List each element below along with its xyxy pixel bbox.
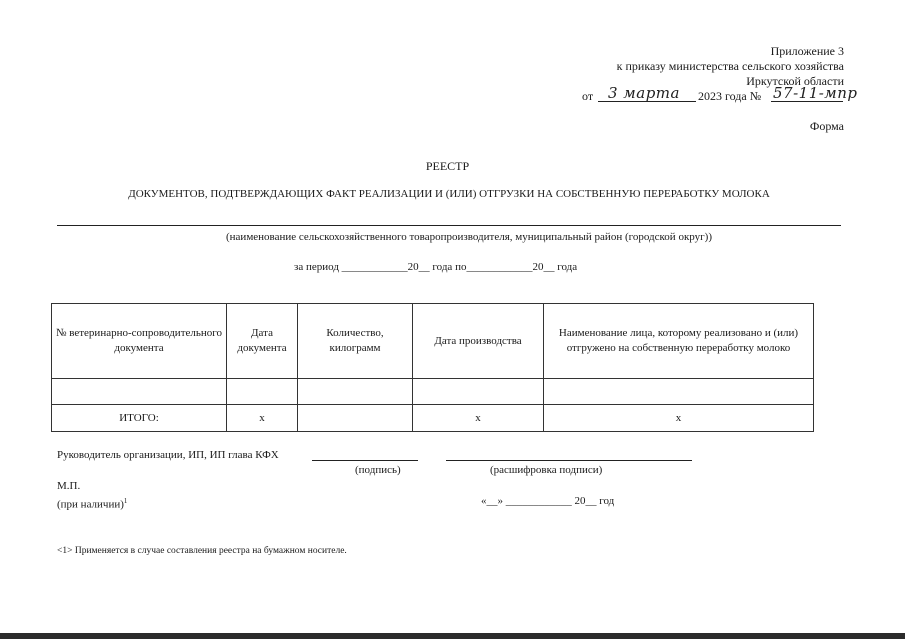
appendix-line-2: к приказу министерства сельского хозяйства [616,59,844,73]
page-subtitle: ДОКУМЕНТОВ, ПОДТВЕРЖДАЮЩИХ ФАКТ РЕАЛИЗАЦИИ И (ИЛИ) ОТГРУЗКИ НА СОБСТВЕННУЮ ПЕРЕРАБОТКУ МОЛОКА [128,188,770,200]
seal-label: М.П. [57,480,81,492]
table-header-row [52,304,814,379]
total-cell [298,405,413,432]
total-cell: х [227,405,298,432]
producer-name-line [57,225,841,226]
order-number-handwritten: 57-11-мпр [773,84,858,102]
signature-caption: (подпись) [355,464,401,476]
head-label: Руководитель организации, ИП, ИП глава КФХ [57,449,279,461]
header-production-date: Дата производства [413,304,544,379]
table-cell [413,379,544,405]
order-date-handwritten: 3 марта [608,84,680,102]
total-cell: х [544,405,814,432]
producer-caption: (наименование сельскохозяйственного товаропроизводителя, муниципальный район (городской округ)) [226,231,712,243]
signature-decode-caption: (расшифровка подписи) [490,464,603,476]
page-title: РЕЕСТР [425,159,470,173]
order-year: 2023 года № [698,89,762,103]
table-total-row [52,405,814,432]
appendix-line-3: Иркутской области [746,74,844,88]
date-line: «__» ____________ 20__ год [481,495,615,507]
total-label: ИТОГО: [52,405,227,432]
table-cell [52,379,227,405]
appendix-line-1: Приложение 3 [770,44,844,58]
registry-table [51,303,814,432]
header-doc-date: Дата документа [227,304,298,379]
footnote: <1> Применяется в случае составления реестра на бумажном носителе. [57,546,347,556]
total-cell: х [413,405,544,432]
seal-note-text: (при наличии) [57,498,124,511]
footnote-mark: 1 [123,497,128,505]
signature-line [312,460,418,461]
table-cell [227,379,298,405]
table-cell [544,379,814,405]
signature-decode-line [446,460,692,461]
header-recipient: Наименование лица, которому реализовано и (или) отгружено на собственную переработку молоко [544,304,814,379]
order-prefix: от [582,89,594,103]
header-quantity: Количество, килограмм [298,304,413,379]
scan-edge [0,633,905,639]
form-label: Форма [809,119,844,133]
table-cell [298,379,413,405]
seal-note [57,495,127,512]
header-doc-number: № ветеринарно-сопроводительного документа [52,304,227,379]
table-row [52,379,814,405]
period-line: за период ____________20__ года по____________20__ года [294,261,578,273]
